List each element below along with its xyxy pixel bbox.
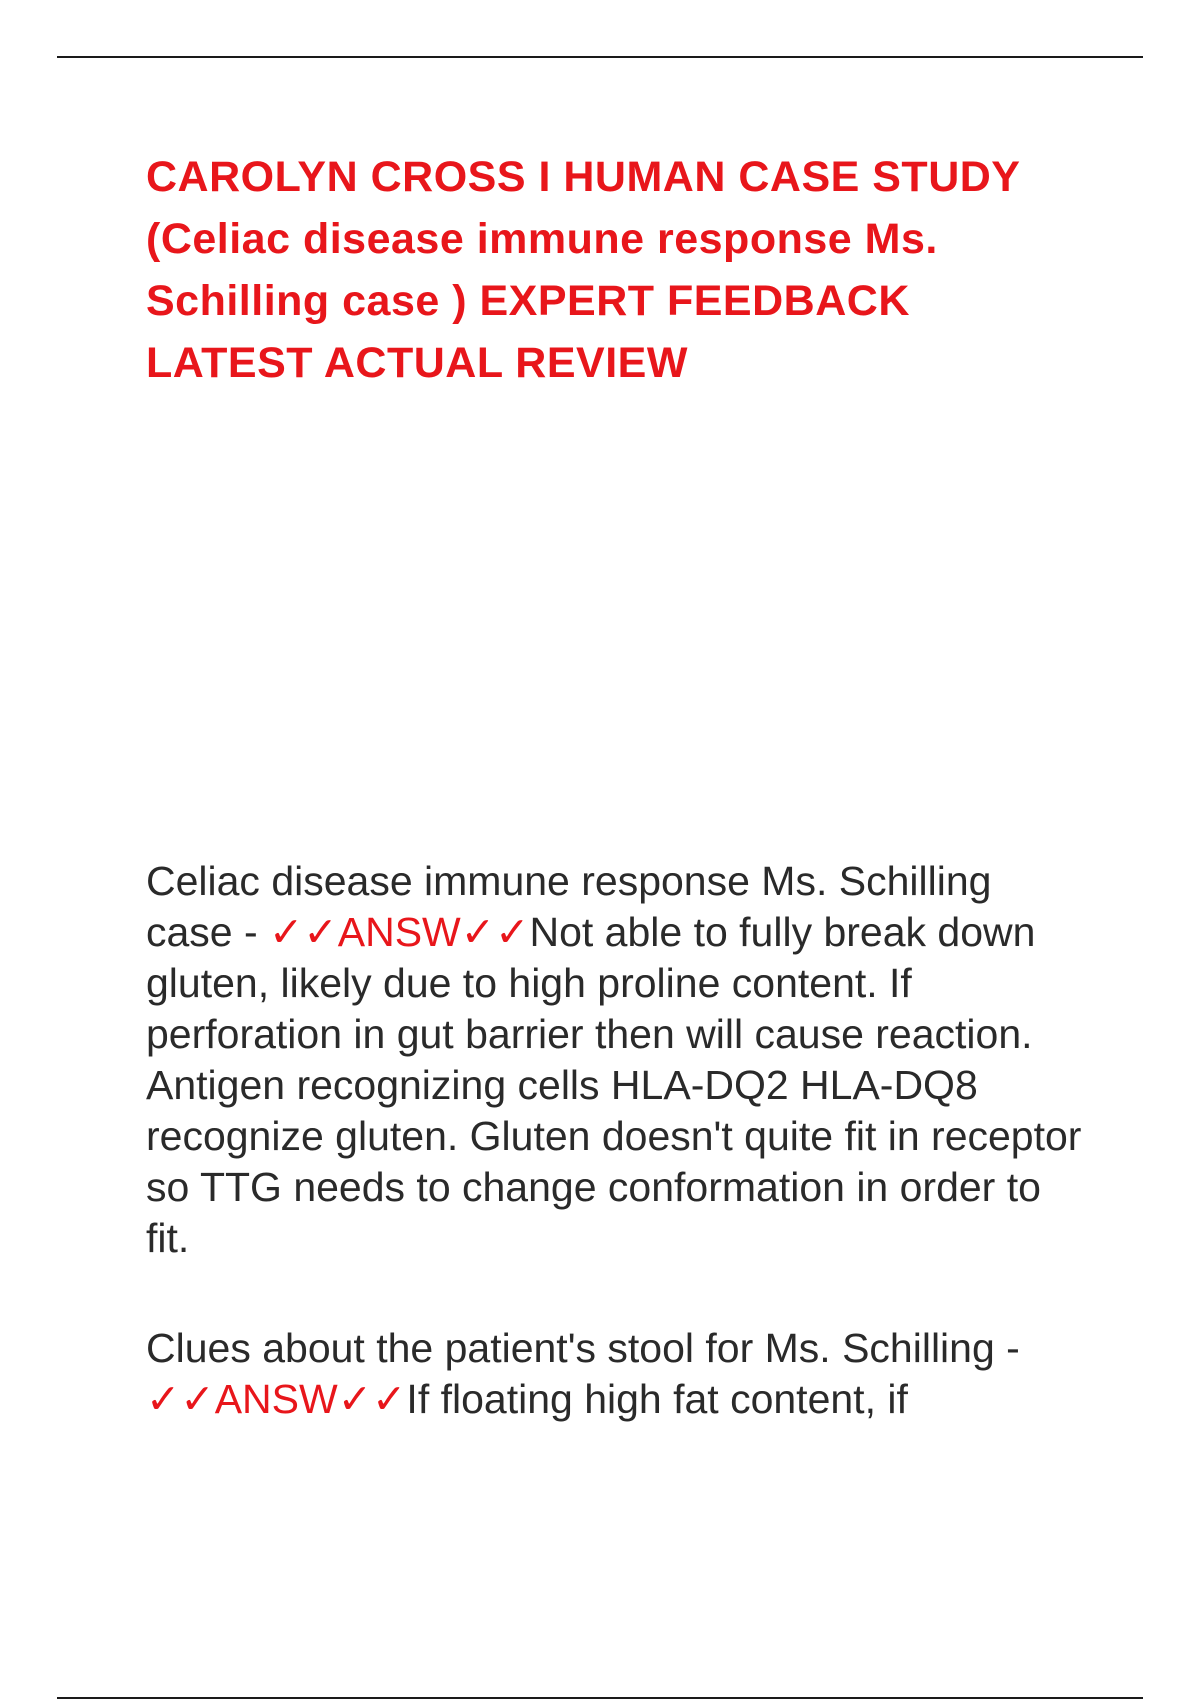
- answer-text: Not able to fully break down gluten, likely due to high proline content. If perforation in gut barrier then will cause reaction. Antigen recognizing cells HLA-DQ2 HLA-DQ8 recognize gluten. Gluten doesn't quite fit in receptor so TTG needs to change conformation in order to fit.: [146, 909, 1082, 1261]
- top-rule: [57, 56, 1143, 58]
- answer-text: If floating high fat content, if: [406, 1376, 908, 1422]
- document-title: CAROLYN CROSS I HUMAN CASE STUDY (Celiac disease immune response Ms. Schilling case ) EXPERT FEEDBACK LATEST ACTUAL REVIEW: [146, 153, 1020, 387]
- answer-marker: ✓✓ANSW✓✓: [269, 909, 530, 955]
- qa-item-celiac-immune-response: [146, 856, 1086, 1264]
- bottom-rule: [57, 1697, 1143, 1699]
- answer-marker: ✓✓ANSW✓✓: [146, 1376, 407, 1422]
- question-text: Celiac disease immune response Ms. Schilling case -: [146, 858, 992, 955]
- question-text: Clues about the patient's stool for Ms. Schilling -: [146, 1325, 1020, 1371]
- qa-item-stool-clues: [146, 1323, 1086, 1425]
